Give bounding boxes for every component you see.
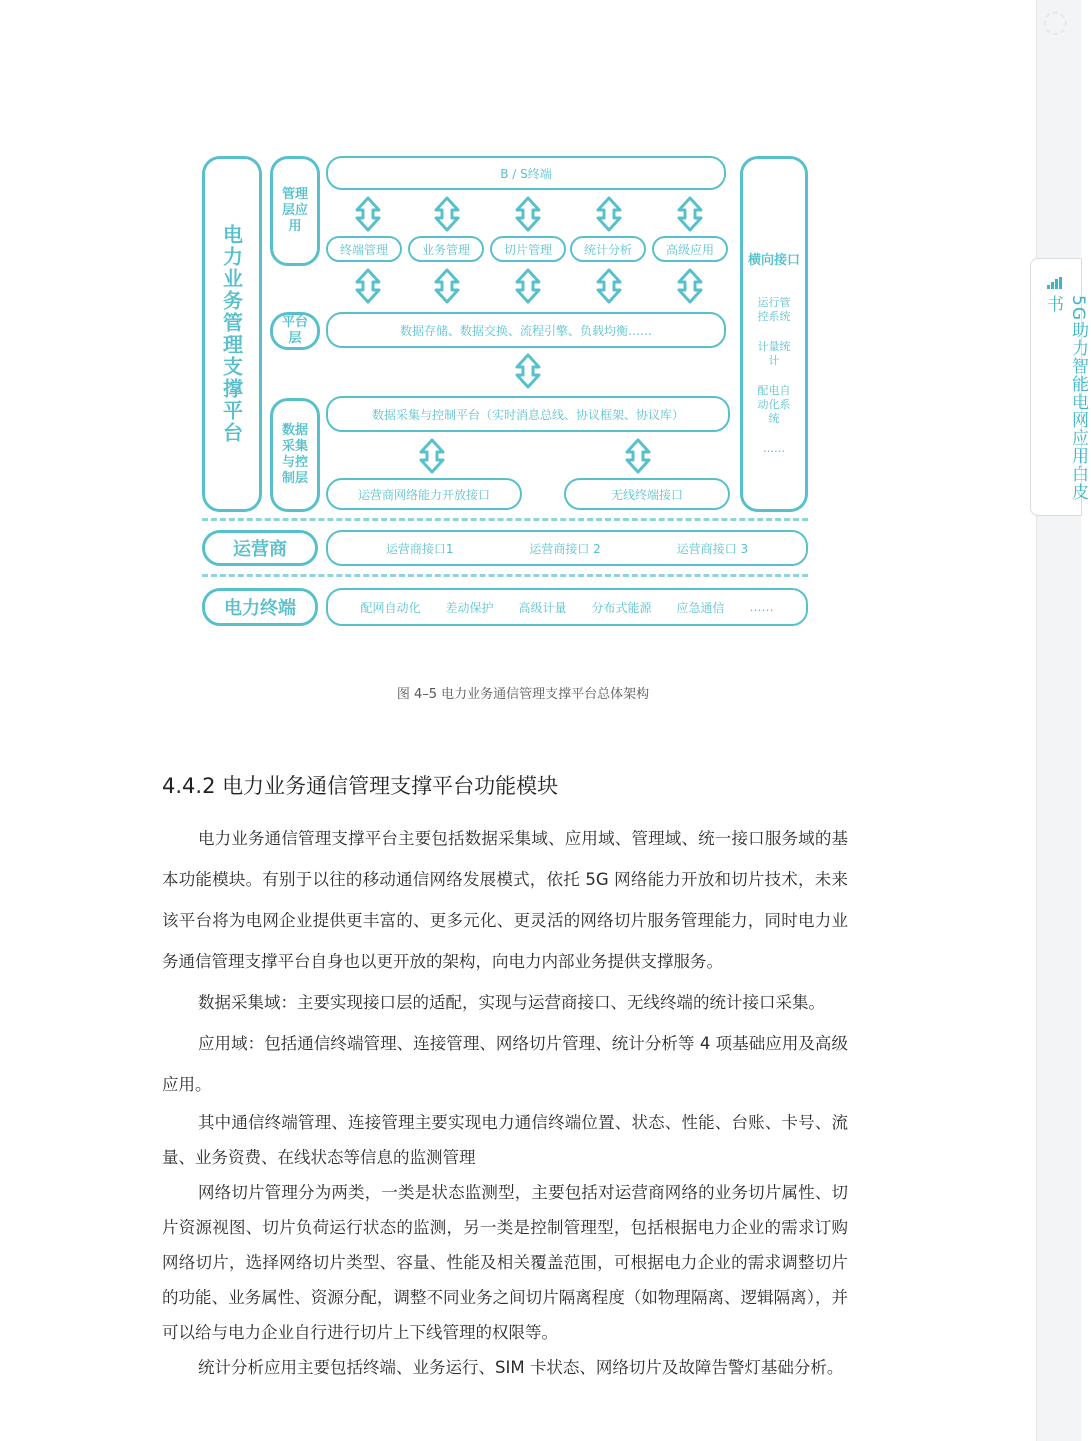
terminal-item: 差动保护 xyxy=(445,600,494,615)
app-advanced xyxy=(652,236,728,262)
layer-platform-box xyxy=(270,312,320,350)
operator-item: 运营商接口 2 xyxy=(529,541,601,556)
paragraph: 电力业务通信管理支撑平台主要包括数据采集域、应用域、管理域、统一接口服务域的基本功能模块。有别于以往的移动通信网络发展模式，依托 5G 网络能力开放和切片技术，未来该平台将为电网企业提供更丰富的、更多元化、更灵活的网络切片服务管理能力，同时电力业务通信管理支撑平台自身也以更开放的架构，向电力内部业务提供支撑服务。 xyxy=(162,829,848,971)
paragraph: 数据采集域：主要实现接口层的适配，实现与运营商接口、无线终端的统计接口采集。 xyxy=(198,993,825,1012)
terminal-label: 电力终端 xyxy=(224,598,296,619)
platform-label-box xyxy=(202,156,262,512)
body-text xyxy=(162,818,848,1385)
page-edge-strip xyxy=(1036,0,1081,1441)
side-tab-text: 5G助力智能电网应用白皮书 xyxy=(1043,295,1088,501)
divider-2 xyxy=(202,574,808,577)
app-label: 切片管理 xyxy=(503,242,552,257)
terminal-item: …… xyxy=(749,600,774,614)
layer-data-label: 数据采集与控制层 xyxy=(281,423,308,486)
terminal-row-box xyxy=(326,588,808,626)
operator-label: 运营商 xyxy=(233,539,287,560)
terminal-item: 分布式能源 xyxy=(591,600,652,615)
operator-iface-box xyxy=(326,478,522,510)
arrows-row-1 xyxy=(357,198,701,230)
app-terminal-mgmt xyxy=(326,236,402,262)
operator-item: 运营商接口1 xyxy=(385,541,454,556)
data-row-label: 数据采集与控制平台（实时消息总线、协议框架、协议库） xyxy=(371,407,684,422)
right-item: 配电自动化系统 xyxy=(757,384,791,425)
terminal-item: 高级计量 xyxy=(518,600,567,615)
bs-terminal-box xyxy=(326,156,726,190)
data-row-box xyxy=(326,396,730,432)
edge-watermark: ◌ xyxy=(1042,4,1069,39)
app-business-mgmt xyxy=(408,236,484,262)
arrows-data-to-interfaces xyxy=(421,440,649,472)
side-tab[interactable] xyxy=(1030,258,1088,516)
app-statistics xyxy=(570,236,646,262)
divider-1 xyxy=(202,518,808,521)
operator-iface-label: 运营商网络能力开放接口 xyxy=(357,487,490,502)
wireless-iface-box xyxy=(564,478,730,510)
horizontal-iface-box xyxy=(740,156,808,512)
wireless-iface-label: 无线终端接口 xyxy=(610,487,683,502)
app-label: 终端管理 xyxy=(339,242,388,257)
right-item: 计量统计 xyxy=(757,340,791,367)
app-slice-mgmt xyxy=(490,236,566,262)
layer-mgmt-box xyxy=(270,156,320,266)
platform-row-box xyxy=(326,312,726,348)
app-label: 统计分析 xyxy=(583,242,632,257)
architecture-diagram xyxy=(0,0,1030,660)
paragraph: 统计分析应用主要包括终端、业务运行、SIM 卡状态、网络切片及故障告警灯基础分析。 xyxy=(198,1358,844,1377)
operator-row-box xyxy=(326,530,808,566)
app-label: 业务管理 xyxy=(421,242,470,257)
platform-label: 电力业务管理支撑平台 xyxy=(219,224,244,444)
paragraph: 其中通信终端管理、连接管理主要实现电力通信终端位置、状态、性能、台账、卡号、流量、业务资费、在线状态等信息的监测管理 xyxy=(162,1113,848,1167)
bs-terminal-label: B / S终端 xyxy=(500,166,552,181)
terminal-item: 应急通信 xyxy=(676,600,725,615)
terminal-item: 配网自动化 xyxy=(360,600,421,615)
operator-label-box xyxy=(202,530,318,566)
arrows-row-2 xyxy=(357,270,701,302)
layer-data-box xyxy=(270,398,320,512)
arrow-platform-to-data xyxy=(517,355,539,387)
paragraph: 网络切片管理分为两类，一类是状态监测型，主要包括对运营商网络的业务切片属性、切片资源视图、切片负荷运行状态的监测，另一类是控制管理型，包括根据电力企业的需求订购网络切片，选择网络切片类型、容量、性能及相关覆盖范围，可根据电力企业的需求调整切片的功能、业务属性、资源分配，调整不同业务之间切片隔离程度（如物理隔离、逻辑隔离），并可以给与电力企业自行进行切片上下线管理的权限等。 xyxy=(162,1183,848,1342)
terminal-label-box xyxy=(202,588,318,626)
signal-bars-icon xyxy=(1047,277,1063,289)
operator-item: 运营商接口 3 xyxy=(676,541,749,556)
layer-platform-label: 平台层 xyxy=(281,315,308,346)
layer-mgmt-label: 管理层应用 xyxy=(281,187,308,234)
horizontal-iface-title: 横向接口 xyxy=(747,253,800,268)
right-item: …… xyxy=(763,442,785,455)
figure-caption: 图 4–5 电力业务通信管理支撑平台总体架构 xyxy=(396,687,650,702)
section-title: 4.4.2 电力业务通信管理支撑平台功能模块 xyxy=(162,774,559,798)
right-item: 运行管控系统 xyxy=(757,296,791,323)
platform-row-label: 数据存储、数据交换、流程引擎、负载均衡…… xyxy=(399,323,652,338)
app-label: 高级应用 xyxy=(665,242,714,257)
paragraph: 应用域：包括通信终端管理、连接管理、网络切片管理、统计分析等 4 项基础应用及高级应用。 xyxy=(162,1034,848,1094)
